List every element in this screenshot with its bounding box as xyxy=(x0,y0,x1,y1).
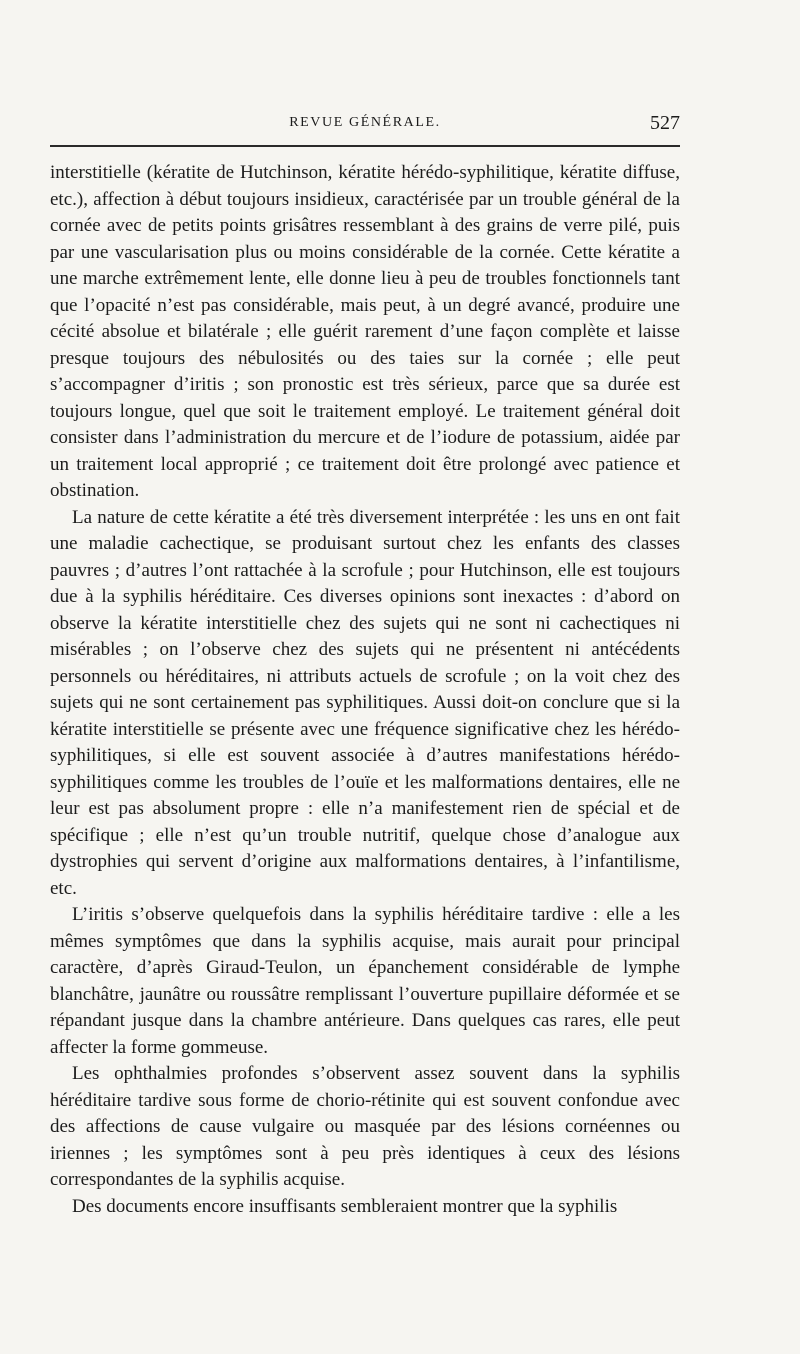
body-text xyxy=(50,160,680,1220)
running-title: REVUE GÉNÉRALE. xyxy=(289,115,441,130)
paragraph: La nature de cette kératite a été très diversement interprétée : les uns en ont fait une maladie cachectique, se produisant surtout chez les enfants des classes pauvres ; d’autres l’ont rattachée à la scrofule ; pour Hutchinson, elle est toujours due à la syphilis héréditaire. Ces diverses opinions sont inexactes : d’abord on observe la kératite interstitielle chez des sujets qui ne sont ni cachectiques ni misérables ; on l’observe chez des sujets qui ne présentent ni antécédents personnels ou héréditaires, ni attributs actuels de scrofule ; on la voit chez des sujets qui ne sont certainement pas syphilitiques. Aussi doit-on conclure que si la kératite interstitielle se présente avec une fréquence significative chez les hérédo-syphilitiques, si elle est souvent associée à d’autres manifestations hérédo-syphilitiques comme les troubles de l’ouïe et les malformations dentaires, elle ne leur est pas absolument propre : elle n’a manifestement rien de spécial et de spécifique ; elle n’est qu’un trouble nutritif, quelque chose d’analogue aux dystrophies qui servent d’origine aux malformations dentaires, à l’infantilisme, etc. xyxy=(50,506,680,899)
paragraph: Les ophthalmies profondes s’observent assez souvent dans la syphilis héréditaire tardive sous forme de chorio-rétinite qui est souvent confondue avec des affections de cause vulgaire ou masquée par des lésions cornéennes ou iriennes ; les symptômes sont à peu près identiques à ceux des lésions correspondantes de la syphilis acquise. xyxy=(50,1063,680,1190)
paragraph: interstitielle (kératite de Hutchinson, kératite hérédo-syphilitique, kératite diffuse, etc.), affection à début toujours insidieux, caractérisée par un trouble général de la cornée avec de petits points grisâtres ressemblant à des grains de verre pilé, puis par une vascularisation plus ou moins considérable de la cornée. Cette kératite a une marche extrêmement lente, elle donne lieu à peu de troubles fonctionnels tant que l’opacité n’est pas considérable, mais peut, à un degré avancé, produire une cécité absolue et bilatérale ; elle guérit rarement d’une façon complète et laisse presque toujours des nébulosités ou des taies sur la cornée ; elle peut s’accompagner d’iritis ; son pronostic est très sérieux, parce que sa durée est toujours longue, quel que soit le traitement employé. Le traitement général doit consister dans l’administration du mercure et de l’iodure de potassium, aidée par un traitement local approprié ; ce traitement doit être prolongé avec patience et obstination. xyxy=(50,162,680,501)
paragraph: L’iritis s’observe quelquefois dans la syphilis héréditaire tardive : elle a les mêmes symptômes que dans la syphilis acquise, mais aurait pour principal caractère, d’après Giraud-Teulon, un épanchement considérable de lymphe blanchâtre, jaunâtre ou roussâtre remplissant l’ouverture pupillaire déformée et se répandant jusque dans la chambre antérieure. Dans quelques cas rares, elle peut affecter la forme gommeuse. xyxy=(50,904,680,1058)
paragraph: Des documents encore insuffisants sembleraient montrer que la syphilis xyxy=(72,1195,618,1217)
header-rule xyxy=(50,145,680,147)
page-number: 527 xyxy=(650,112,680,134)
running-head xyxy=(50,112,680,134)
